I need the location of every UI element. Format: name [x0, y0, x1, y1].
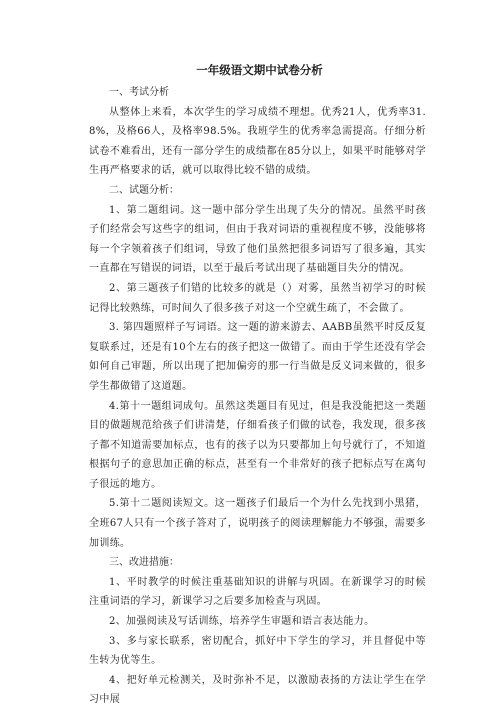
- paragraph-question-11: 4.第十一题组词成句。虽然这类题目有见过，但是我没能把这一类题目的做题规范给孩子们讲清楚，仔细看孩子们做的试卷，我发现，很多孩子都不知道需要加标点，也有的孩子以为只要都加上句号就行了，不知道根据句子的意思加正确的标点，甚至有一个非常好的孩子把标点写在离句子很远的地方。: [89, 400, 426, 490]
- paragraph-question-2: 1、第二题组词。这一题中部分学生出现了失分的情况。虽然平时孩子们经常会写这些字的组词，但由于我对词语的重视程度不够，没能够将每一个字领着孩子们组词，导致了他们虽然把很多词语写了很多遍，其实一直都在写错误的词语，以至于最后考试出现了基础题目失分的情况。: [89, 204, 426, 275]
- paragraph-improvement-3: 3、多与家长联系，密切配合，抓好中下学生的学习，并且督促中等生转为优等生。: [89, 635, 426, 667]
- section-heading-exam-analysis: 一、考试分析: [109, 87, 169, 98]
- paragraph-overall-results: 从整体上来看，本次学生的学习成绩不理想。优秀21人，优秀率31.8%，及格66人，及格率98.5%。我班学生的优秀率急需提高。仔细分析试卷不难看出，还有一部分学生的成绩都在85分以上，如果平时能够对学生再严格要求的话，就可以取得比较不错的成绩。: [89, 106, 426, 177]
- document-title: 一年级语文期中试卷分析: [196, 63, 323, 77]
- paragraph-improvement-2: 2、加强阅读及写话训练，培养学生审题和语言表达能力。: [109, 616, 375, 628]
- paragraph-improvement-4: 4、把好单元检测关，及时弥补不足，以激励表扬的方法让学生在学习中展: [89, 674, 426, 706]
- section-heading-improvements: 三、改进措施：: [109, 557, 179, 569]
- paragraph-improvement-1: 1、平时教学的时候注重基础知识的讲解与巩固。在新课学习的时候注重词语的学习，新课学习之后要多加检查与巩固。: [89, 576, 426, 608]
- paragraph-question-3: 2、第三题孩子们错的比较多的就是（）对雾，虽然当初学习的时候记得比较熟练，可时间久了很多孩子对这一个空就生疏了，不会做了。: [89, 282, 426, 314]
- section-heading-question-analysis: 二、试题分析：: [109, 184, 179, 196]
- paragraph-question-12: 5.第十二题阅读短文。这一题孩子们最后一个为什么先找到小黑猪，全班67人只有一个孩子答对了，说明孩子的阅读理解能力不够强，需要多加训练。: [89, 498, 426, 549]
- paragraph-question-4: 3. 第四题照样子写词语。这一题的游来游去、AABB虽然平时反反复复联系过，还是有10个左右的孩子把这一做错了。而由于学生还没有学会如何自己审题，所以出现了把加偏旁的那一行当做是反义词来做的，很多学生都做错了这道题。: [89, 322, 426, 392]
